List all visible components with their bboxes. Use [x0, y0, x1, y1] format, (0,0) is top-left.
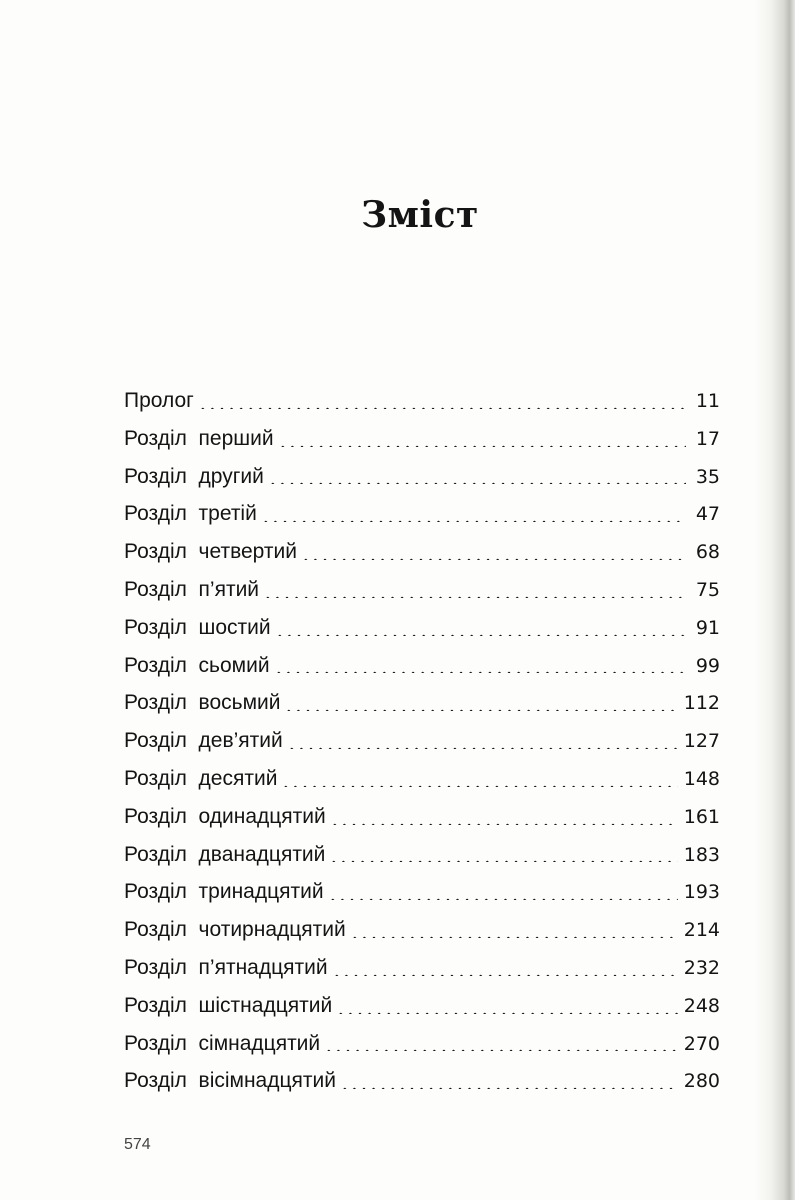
- table-of-contents: [124, 382, 720, 1100]
- page-number: 574: [124, 1136, 151, 1153]
- toc-entry-page: 248: [683, 994, 720, 1017]
- dot-leader: [278, 445, 686, 447]
- toc-entry-page: 35: [695, 465, 720, 488]
- toc-entry: [124, 609, 720, 647]
- toc-entry-label: Розділ шостий: [124, 615, 271, 639]
- toc-entry: [124, 798, 720, 836]
- toc-entry: [124, 533, 720, 571]
- toc-entry-label: Розділ сьомий: [124, 653, 270, 677]
- toc-entry-label: Пролог: [124, 389, 194, 412]
- dot-leader: [350, 936, 678, 938]
- toc-entry-page: 127: [683, 730, 720, 753]
- toc-entry: [124, 722, 720, 760]
- toc-entry-label: Розділ п’ятий: [124, 577, 260, 601]
- toc-entry-label: Розділ сімнадцятий: [124, 1031, 321, 1055]
- toc-entry: [124, 987, 720, 1025]
- toc-entry-page: 232: [683, 956, 720, 979]
- toc-entry: [124, 382, 720, 420]
- dot-leader: [263, 596, 686, 598]
- dot-leader: [287, 747, 678, 749]
- dot-leader: [268, 482, 686, 484]
- dot-leader: [324, 1049, 678, 1051]
- dot-leader: [281, 785, 677, 787]
- toc-entry: [124, 571, 720, 609]
- toc-entry: [124, 836, 720, 874]
- toc-entry-label: Розділ тринадцятий: [124, 880, 324, 904]
- toc-entry: [124, 684, 720, 722]
- toc-entry-label: Розділ вісімнадцятий: [124, 1069, 336, 1093]
- toc-entry-page: 270: [683, 1032, 720, 1055]
- toc-entry-page: 112: [683, 692, 720, 715]
- toc-entry: [124, 420, 720, 458]
- toc-entry-label: Розділ дев’ятий: [124, 729, 283, 753]
- dot-leader: [328, 898, 678, 900]
- dot-leader: [274, 671, 686, 673]
- dot-leader: [340, 1087, 678, 1089]
- toc-entry-page: 161: [683, 805, 720, 828]
- toc-entry-label: Розділ чотирнадцятий: [124, 918, 346, 942]
- toc-entry-page: 280: [683, 1070, 720, 1093]
- toc-entry-page: 17: [695, 427, 720, 450]
- toc-entry: [124, 949, 720, 987]
- toc-entry-label: Розділ третій: [124, 502, 257, 526]
- dot-leader: [301, 558, 686, 560]
- toc-entry-label: Розділ другий: [124, 464, 264, 488]
- toc-entry-page: 47: [695, 503, 720, 526]
- toc-entry: [124, 911, 720, 949]
- toc-entry-page: 11: [695, 390, 720, 412]
- toc-entry-label: Розділ дванадцятий: [124, 842, 326, 866]
- toc-entry-page: 91: [695, 616, 720, 639]
- toc-entry-page: 193: [683, 881, 720, 904]
- toc-entry-page: 68: [695, 541, 720, 564]
- toc-entry-page: 99: [695, 654, 720, 677]
- dot-leader: [198, 407, 686, 409]
- dot-leader: [275, 634, 686, 636]
- toc-entry-page: 214: [683, 919, 720, 942]
- toc-entry-page: 148: [683, 767, 720, 790]
- toc-entry: [124, 760, 720, 798]
- dot-leader: [336, 1012, 678, 1014]
- dot-leader: [332, 974, 678, 976]
- dot-leader: [330, 823, 678, 825]
- toc-entry: [124, 1025, 720, 1063]
- toc-entry: [124, 1062, 720, 1100]
- toc-entry-label: Розділ п’ятнадцятий: [124, 955, 328, 979]
- toc-entry: [124, 647, 720, 685]
- toc-entry: [124, 495, 720, 533]
- toc-entry-page: 75: [695, 578, 720, 601]
- page-edge-shadow: [755, 0, 795, 1200]
- page-title: Зміст: [361, 194, 479, 237]
- toc-entry-label: Розділ одинадцятий: [124, 804, 326, 828]
- dot-leader: [284, 709, 677, 711]
- toc-entry-page: 183: [683, 843, 720, 866]
- toc-entry-label: Розділ перший: [124, 426, 274, 450]
- dot-leader: [261, 520, 686, 522]
- toc-entry-label: Розділ десятий: [124, 766, 278, 790]
- toc-entry-label: Розділ шістнадцятий: [124, 993, 333, 1017]
- toc-entry: [124, 873, 720, 911]
- toc-entry: [124, 458, 720, 496]
- toc-entry-label: Розділ четвертий: [124, 540, 297, 564]
- toc-entry-label: Розділ восьмий: [124, 691, 281, 715]
- dot-leader: [329, 860, 677, 862]
